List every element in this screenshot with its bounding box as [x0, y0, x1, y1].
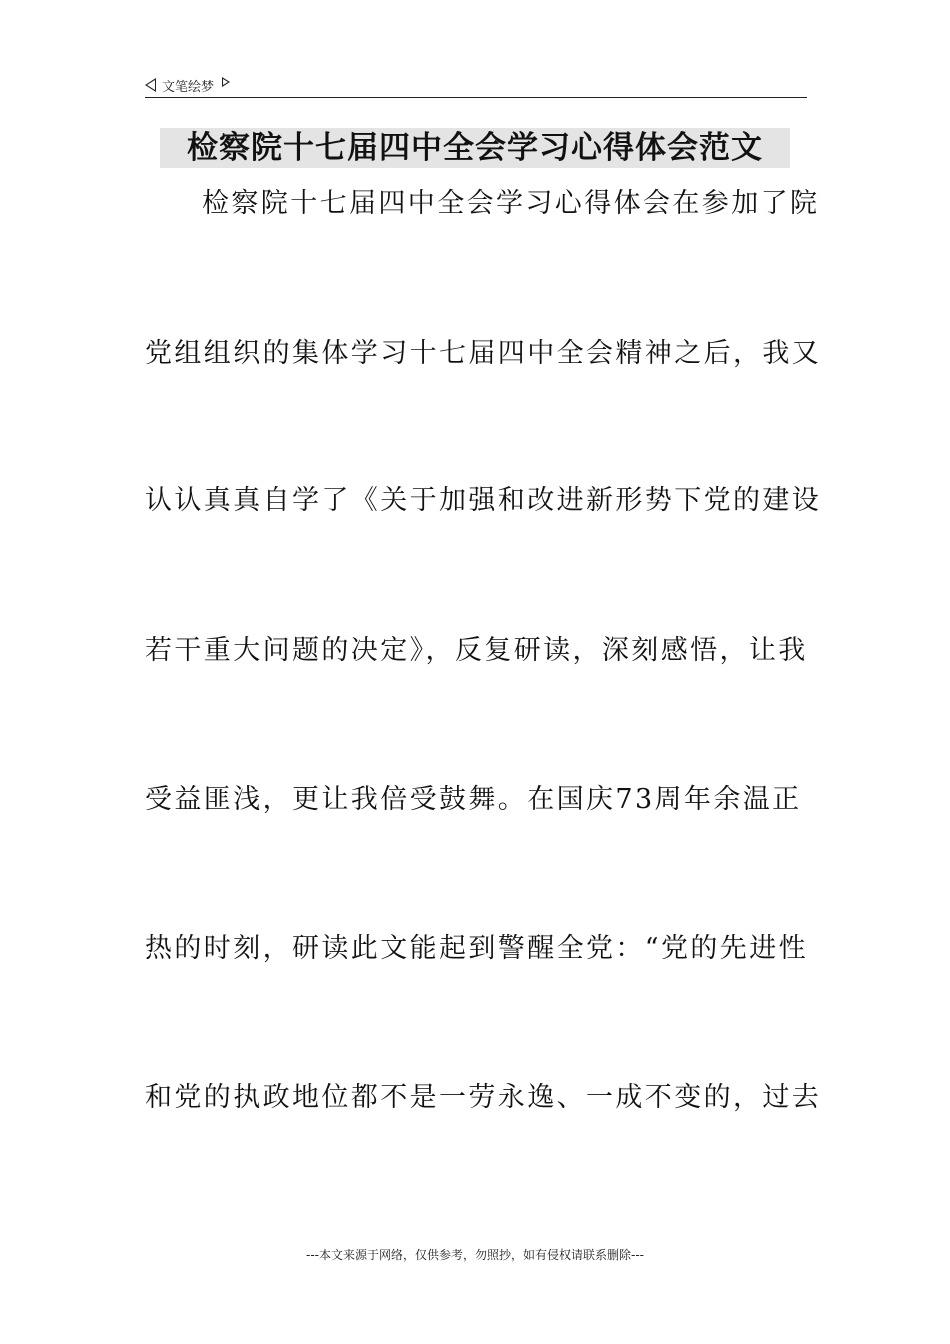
paragraph-line: 热的时刻，研读此文能起到警醒全党：“党的先进性	[145, 933, 809, 964]
paragraph-line: 检察院十七届四中全会学习心得体会在参加了院	[202, 188, 820, 219]
paragraph-line: 若干重大问题的决定》，反复研读，深刻感悟，让我	[145, 635, 808, 666]
header-label: 文笔绘梦	[162, 79, 215, 95]
paragraph-line: 党组组织的集体学习十七届四中全会精神之后，我又	[145, 338, 822, 369]
paragraph-line: 认认真真自学了《关于加强和改进新形势下党的建设	[145, 485, 822, 516]
footer-notice: ---本文来源于网络，仅供参考，勿照抄，如有侵权请联系删除---	[306, 1248, 644, 1262]
paragraph-line: 受益匪浅，更让我倍受鼓舞。在国庆73周年余温正	[145, 784, 802, 815]
header-divider	[145, 97, 807, 98]
document-title: 检察院十七届四中全会学习心得体会范文	[160, 128, 790, 168]
triangle-left-icon	[145, 78, 156, 92]
paragraph-line: 和党的执政地位都不是一劳永逸、一成不变的，过去	[145, 1082, 822, 1113]
triangle-right-icon	[222, 77, 230, 87]
page-header	[145, 74, 230, 96]
